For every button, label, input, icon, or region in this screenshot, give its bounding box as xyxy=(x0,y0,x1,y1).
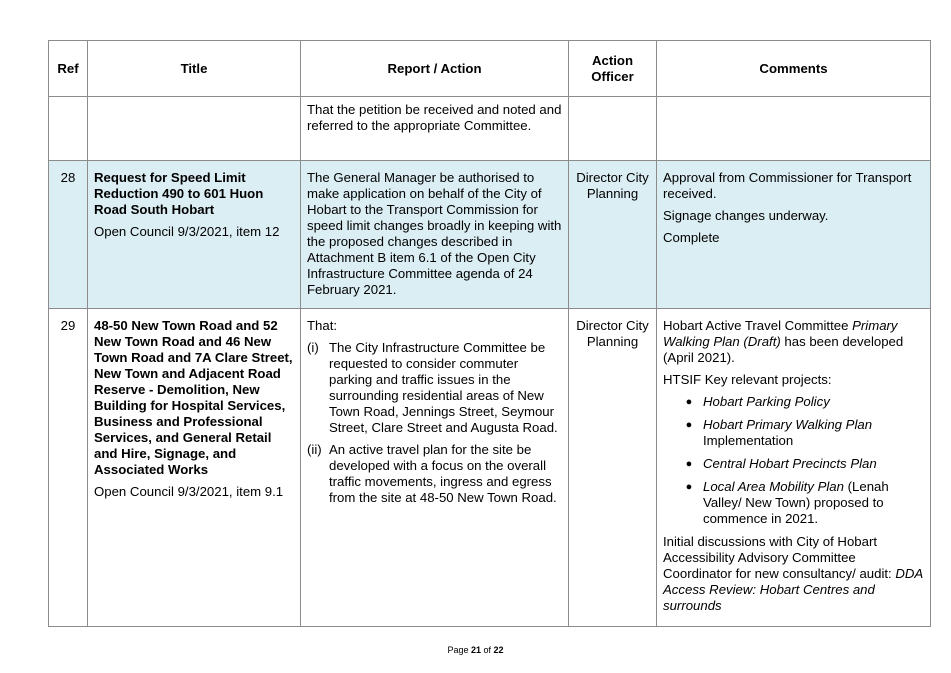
list-item: (i) The City Infrastructure Committee be requested to consider commuter parking and traffic issues in the surrounding residential areas of New Town Road, Jennings Street, Seymour Street, Clare Street and Augusta Road. xyxy=(307,340,558,435)
header-title: Title xyxy=(88,41,301,97)
row-report: The General Manager be authorised to make application on behalf of the City of Hobart to the Transport Commission for speed limit changes broadly in keeping with the proposed changes described in Attachment B item 6.1 of the Open City Infrastructure Committee agenda of 24 February 2021. xyxy=(301,161,569,309)
bullet-icon: ● xyxy=(685,419,693,431)
row-ref: 28 xyxy=(49,161,88,309)
header-action-officer: Action Officer xyxy=(569,41,657,97)
row-comments: Approval from Commissioner for Transport received. Signage changes underway. Complete xyxy=(657,161,931,309)
table-row xyxy=(49,97,931,161)
table-header-row xyxy=(49,41,931,97)
list-item: ● Hobart Primary Walking Plan Implementation xyxy=(663,417,924,449)
list-item: ● Central Hobart Precincts Plan xyxy=(663,456,924,472)
header-report-action: Report / Action xyxy=(301,41,569,97)
row-title: Request for Speed Limit Reduction 490 to 601 Huon Road South Hobart xyxy=(94,170,264,217)
row-meeting: Open Council 9/3/2021, item 9.1 xyxy=(94,484,284,499)
row-title: 48-50 New Town Road and 52 New Town Road and 46 New Town Road and 7A Clare Street, New Town and Adjacent Road Reserve - Demolition, New Building for Hospital Services, Business and Professional Services, and General Retail and Hire, Signage, and Associated Works xyxy=(94,318,293,477)
row-report: That: (i) The City Infrastructure Committee be requested to consider commuter parking and traffic issues in the surrounding residential areas of New Town Road, Jennings Street, Seymour Street, Clare Street and Augusta Road. (ii) An active travel plan for the site be developed with a focus on the overall traffic movements, ingress and egress from the site at 48-50 New Town Road. xyxy=(301,309,569,627)
action-items-table xyxy=(48,40,931,627)
header-comments: Comments xyxy=(657,41,931,97)
list-item: (ii) An active travel plan for the site be developed with a focus on the overall traffic movements, ingress and egress from the site at 48-50 New Town Road. xyxy=(307,442,557,505)
table-row xyxy=(49,309,931,627)
row-meeting: Open Council 9/3/2021, item 12 xyxy=(94,224,280,239)
list-item: ● Hobart Parking Policy xyxy=(663,394,924,410)
row-officer: Director City Planning xyxy=(569,309,657,627)
report-list xyxy=(307,340,562,506)
row-title-cell xyxy=(88,309,301,627)
bullet-icon: ● xyxy=(685,481,693,493)
row-title-cell xyxy=(88,161,301,309)
bullet-icon: ● xyxy=(685,396,693,408)
list-item: ● Local Area Mobility Plan (Lenah Valley/ New Town) proposed to commence in 2021. xyxy=(663,479,924,527)
bullet-icon: ● xyxy=(685,458,693,470)
projects-list xyxy=(663,394,924,527)
header-ref: Ref xyxy=(49,41,88,97)
row-comments: Hobart Active Travel Committee Primary Walking Plan (Draft) has been developed (April 2021). HTSIF Key relevant projects: ● Hobart Parking Policy ● Hobart Primary Walking Plan Implementation ● Central Hobart Precincts Plan ● Local Area Mobility Plan (Lenah Valley/ New Town) proposed to commence in 2021. Initial discussions with City of Hobart Accessibility Advisory Committee Coordinator for new consultancy/ audit: DDA Access Review: Hobart Centres and surrounds xyxy=(657,309,931,627)
row-ref: 29 xyxy=(49,309,88,627)
row-officer: Director City Planning xyxy=(569,161,657,309)
table-row xyxy=(49,161,931,309)
continuation-report: That the petition be received and noted and referred to the appropriate Committee. xyxy=(301,97,569,161)
page-number: Page 21 of 22 xyxy=(447,645,504,655)
